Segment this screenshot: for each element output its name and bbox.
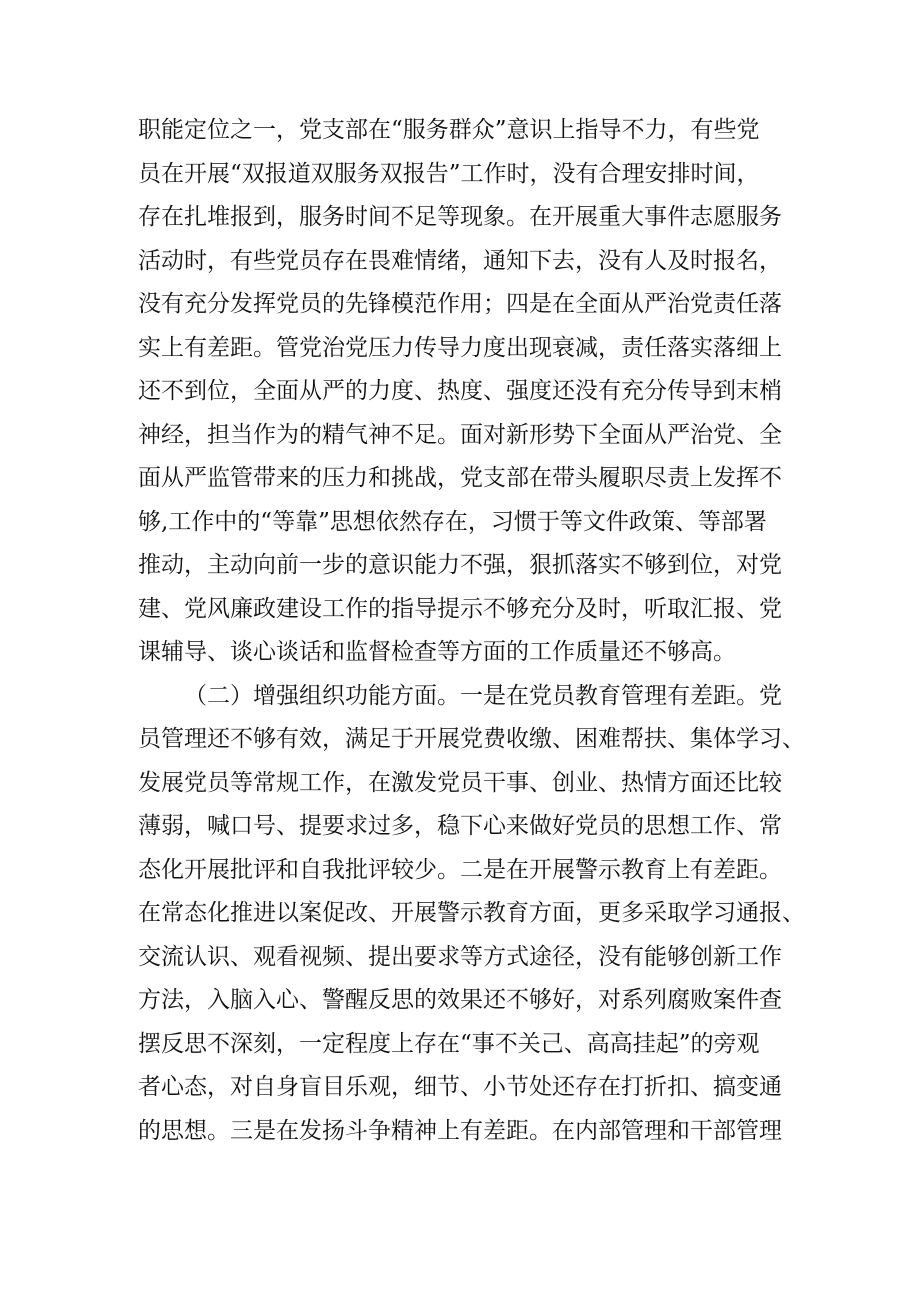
body-text [138,109,805,1153]
text-line: 神经，担当作为的精气神不足。面对新形势下全面从严治党、全 [138,421,782,448]
text-line: 薄弱，喊口号、提要求过多，稳下心来做好党员的思想工作、常 [138,813,782,839]
text-line: 的思想。三是在发扬斗争精神上有差距。在内部管理和干部管理 [138,1117,782,1144]
text-line: 方法，入脑入心、警醒反思的效果还不够好，对系列腐败案件查 [138,987,782,1013]
text-line: 活动时，有些党员存在畏难情绪，通知下去，没有人及时报名， [138,247,782,274]
text-line: 在常态化推进以案促改、开展警示教育方面，更多采取学习通报、 [138,900,805,926]
text-line: 摆反思不深刻，一定程度上存在“事不关己、高高挂起”的旁观 [138,1030,760,1057]
text-line: 没有充分发挥党员的先锋模范作用；四是在全面从严治党责任落 [138,291,782,317]
text-line: 交流认识、观看视频、提出要求等方式途径，没有能够创新工作 [138,943,782,970]
text-line: 者心态，对自身盲目乐观，细节、小节处还存在打折扣、搞变通 [138,1074,782,1100]
text-line: 够,工作中的“等靠”思想依然存在，习惯于等文件政策、等部署 [138,508,767,535]
section-heading-line: （二）增强组织功能方面。一是在党员教育管理有差距。党 [184,682,782,709]
text-line: 存在扎堆报到，服务时间不足等现象。在开展重大事件志愿服务 [138,204,782,230]
text-line: 建、党风廉政建设工作的指导提示不够充分及时，听取汇报、党 [138,595,782,622]
text-line: 员在开展“双报道双服务双报告”工作时，没有合理安排时间， [138,160,760,187]
text-line: 推动，主动向前一步的意识能力不强，狠抓落实不够到位，对党 [138,552,782,578]
text-line: 还不到位，全面从严的力度、热度、强度还没有充分传导到末梢 [138,378,782,404]
text-line: 员管理还不够有效，满足于开展党费收缴、困难帮扶、集体学习、 [138,726,805,752]
text-line: 面从严监管带来的压力和挑战，党支部在带头履职尽责上发挥不 [138,465,782,491]
text-line: 态化开展批评和自我批评较少。二是在开展警示教育上有差距。 [138,856,782,883]
text-line: 课辅导、谈心谈话和监督检查等方面的工作质量还不够高。 [138,639,736,665]
text-line: 职能定位之一，党支部在“服务群众”意识上指导不力，有些党 [138,117,760,143]
text-line: 发展党员等常规工作，在激发党员干事、创业、热情方面还比较 [138,769,782,796]
text-line: 实上有差距。管党治党压力传导力度出现衰减，责任落实落细上 [138,334,782,361]
